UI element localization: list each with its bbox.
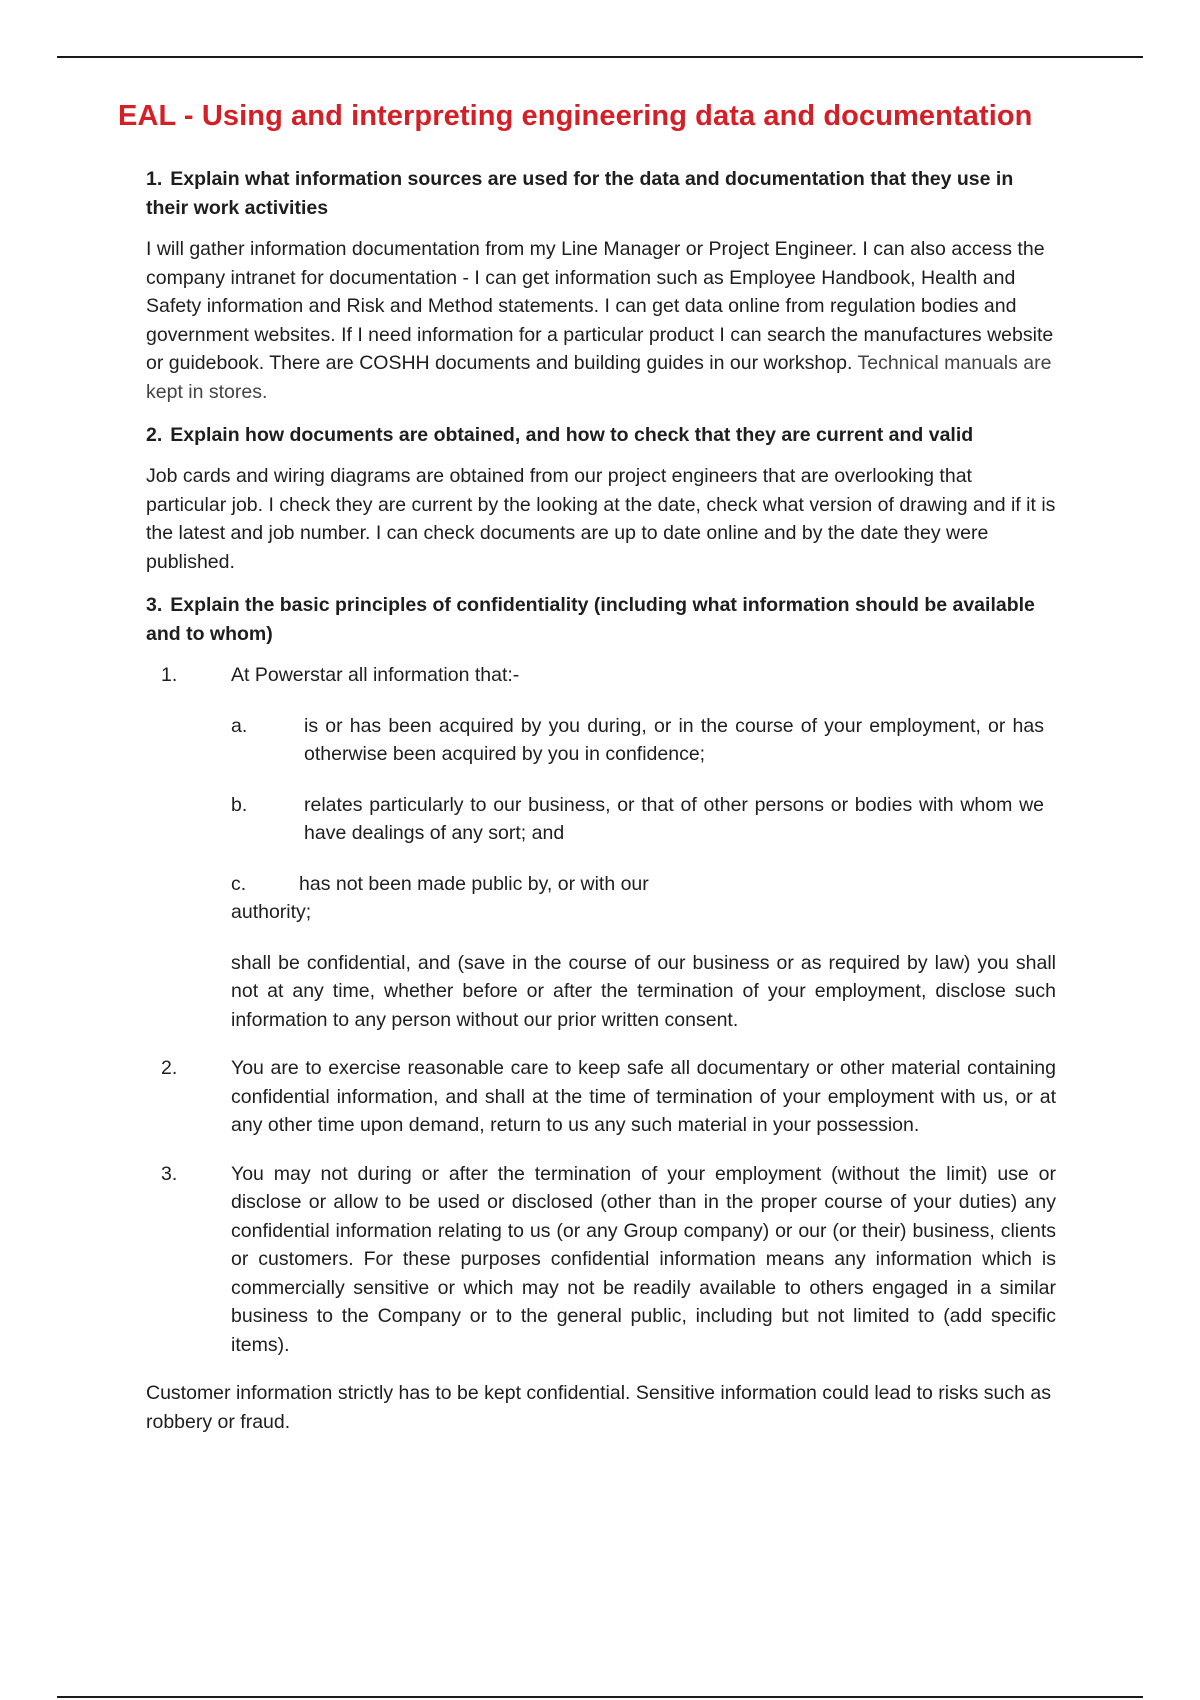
question-number: 1. xyxy=(146,168,163,190)
sub-item-letter: c. xyxy=(231,872,247,895)
clause-1 xyxy=(146,661,1056,1034)
section-3 xyxy=(146,591,1056,1436)
clause-3 xyxy=(146,1160,1056,1360)
clause-text: You are to exercise reasonable care to keep safe all documentary or other material containing confidential information, and shall at the time of termination of your employment with us, or at any other time upon demand, return to us any such material in your possession. xyxy=(231,1057,1056,1136)
sub-item-text: has not been made public by, or with our xyxy=(299,872,649,895)
answer-2: Job cards and wiring diagrams are obtained from our project engineers that are overlooking that particular job. I check they are current by the looking at the date, check what version of drawing and if it is the latest and job number. I can check documents are up to date online and by the date they were published. xyxy=(146,465,1056,573)
bottom-rule xyxy=(57,1696,1143,1698)
clause-body xyxy=(231,661,1056,1034)
clause-body xyxy=(231,1054,1056,1140)
clause-2 xyxy=(146,1054,1056,1140)
document-title: EAL - Using and interpreting engineering data and documentation xyxy=(118,100,1033,132)
clause-number: 2. xyxy=(161,1057,178,1079)
sub-item-continuation: authority; xyxy=(231,901,312,923)
question-2 xyxy=(146,421,1056,450)
closing-statement: Customer information strictly has to be kept confidential. Sensitive information could lead to risks such as robbery or fraud. xyxy=(146,1382,1052,1433)
clause-intro: At Powerstar all information that:- xyxy=(231,664,520,686)
clause-body xyxy=(231,1160,1056,1360)
question-text: Explain the basic principles of confidentiality (including what information should be available and to whom) xyxy=(146,594,1035,645)
answer-text: I will gather information documentation from my Line Manager or Project Engineer. I can also access the company intranet for documentation - I can get information such as Employee Handbook, Health and Safety information and Risk and Method statements. I can get data online from regulation bodies and government websites. If I need information for a particular product I can search the manufactures website or guidebook. There are COSHH documents and building guides in our workshop. xyxy=(146,238,1054,374)
clause-number: 3. xyxy=(161,1162,178,1185)
sub-item-text: is or has been acquired by you during, or in the course of your employment, or has otherwise been acquired by you in confidence; xyxy=(304,714,1044,765)
question-text: Explain what information sources are used for the data and documentation that they use in their work activities xyxy=(146,168,1014,219)
sub-item-b xyxy=(231,791,1056,848)
section-1 xyxy=(146,165,1056,406)
answer-1 xyxy=(146,235,1056,406)
clause-text: You may not during or after the termination of your employment (without the limit) use or disclose or allow to be used or disclosed (other than in the proper course of your duties) any confidential information relating to us (or any Group company) or our (or their) business, clients or customers. For these purposes confidential information means any information which is commercially sensitive or which may not be readily available to others engaged in a similar business to the Company or to the general public, including but not limited to (add specific items). xyxy=(231,1162,1056,1356)
clause-sub-items xyxy=(231,712,1056,927)
question-number: 3. xyxy=(146,594,163,616)
sub-item-a xyxy=(231,712,1056,769)
question-number: 2. xyxy=(146,424,163,446)
confidentiality-clauses xyxy=(146,661,1056,1359)
clause-number: 1. xyxy=(161,664,178,686)
document-body xyxy=(146,165,1056,1436)
clause-conclusion: shall be confidential, and (save in the course of our business or as required by law) you shall not at any time, whether before or after the termination of your employment, disclose such information to any person without our prior written consent. xyxy=(231,951,1056,1031)
question-3 xyxy=(146,591,1056,649)
sub-item-letter: a. xyxy=(231,714,248,737)
answer-tail: Technical manuals are kept in stores. xyxy=(146,352,1052,403)
sub-item-letter: b. xyxy=(231,793,248,816)
sub-item-c xyxy=(231,870,1056,927)
section-2 xyxy=(146,421,1056,576)
question-1 xyxy=(146,165,1056,223)
sub-item-text: relates particularly to our business, or that of other persons or bodies with whom we have dealings of any sort; and xyxy=(304,793,1044,844)
top-rule xyxy=(57,56,1143,58)
question-text: Explain how documents are obtained, and how to check that they are current and valid xyxy=(170,424,974,446)
